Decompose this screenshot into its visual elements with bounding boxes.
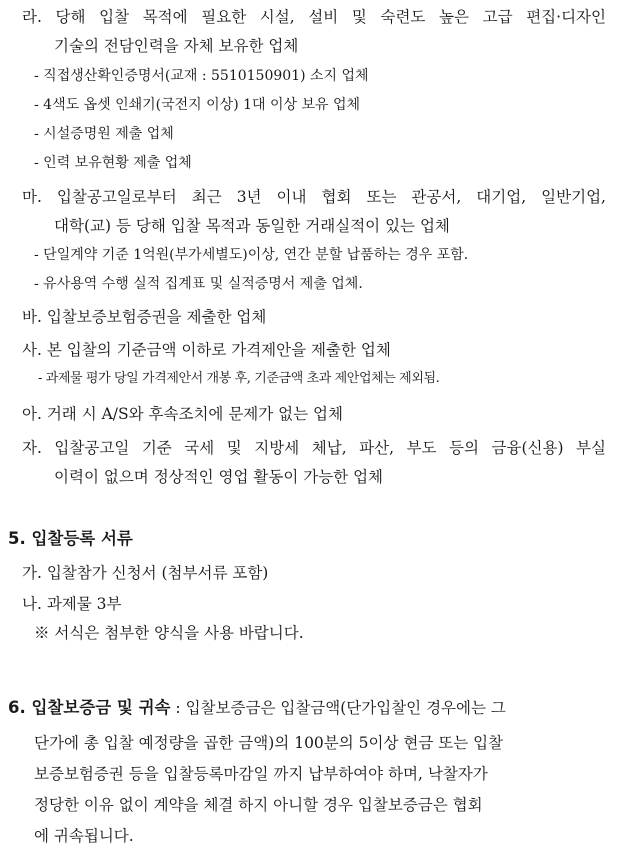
section-6-line-5: 에 귀속됩니다. xyxy=(34,827,134,845)
clause-ma-line-2: 대학(교) 등 당해 입찰 목적과 동일한 거래실적이 있는 업체 xyxy=(54,217,450,235)
list-item: 가. 입찰참가 신청서 (첨부서류 포함) xyxy=(22,564,269,582)
section-6-line-4: 정당한 이유 없이 계약을 체결 하지 아니할 경우 입찰보증금은 협회 xyxy=(34,796,483,814)
clause-a: 아. 거래 시 A/S와 후속조치에 문제가 없는 업체 xyxy=(22,405,343,423)
list-item: - 4색도 옵셋 인쇄기(국전지 이상) 1대 이상 보유 업체 xyxy=(34,97,361,113)
list-item: - 과제물 평가 당일 가격제안서 개봉 후, 기준금액 초과 제안업체는 제외됨. xyxy=(38,371,440,386)
section-5-heading: 5. 입찰등록 서류 xyxy=(8,529,133,548)
list-item: 나. 과제물 3부 xyxy=(22,595,122,613)
list-item: - 시설증명원 제출 업체 xyxy=(34,126,174,142)
clause-ja-line-1: 자. 입찰공고일 기준 국세 및 지방세 체납, 파산, 부도 등의 금융(신용) 부실 xyxy=(22,439,606,457)
list-item: - 유사용역 수행 실적 집계표 및 실적증명서 제출 업체. xyxy=(34,276,363,292)
section-6-heading: 6. 입찰보증금 및 귀속 xyxy=(8,698,171,717)
clause-ma-line-1: 마. 입찰공고일로부터 최근 3년 이내 협회 또는 관공서, 대기업, 일반기업, xyxy=(22,188,606,206)
clause-ra-line-2: 기술의 전담인력을 자체 보유한 업체 xyxy=(54,37,299,55)
clause-ra-line-1: 라. 당해 입찰 목적에 필요한 시설, 설비 및 숙련도 높은 고급 편집·디자인 xyxy=(22,8,606,26)
clause-ja-line-2: 이력이 없으며 정상적인 영업 활동이 가능한 업체 xyxy=(54,468,384,486)
list-item: - 직접생산확인증명서(교재 : 5510150901) 소지 업체 xyxy=(34,68,369,84)
section-6-text: 입찰보증금은 입찰금액(단가입찰인 경우에는 그 xyxy=(185,699,506,717)
list-item: - 인력 보유현황 제출 업체 xyxy=(34,155,192,171)
section-6-colon: : xyxy=(170,699,186,717)
section-6-line-1 xyxy=(8,697,506,719)
note-text: ※ 서식은 첨부한 양식을 사용 바랍니다. xyxy=(34,624,304,642)
clause-sa-line-1: 사. 본 입찰의 기준금액 이하로 가격제안을 제출한 업체 xyxy=(22,341,391,359)
clause-ba: 바. 입찰보증보험증권을 제출한 업체 xyxy=(22,308,267,326)
section-6-line-3: 보증보험증권 등을 입찰등록마감일 까지 납부하여야 하며, 낙찰자가 xyxy=(34,765,488,783)
section-6-line-2: 단가에 총 입찰 예정량을 곱한 금액)의 100분의 5이상 현금 또는 입찰 xyxy=(34,734,504,752)
list-item: - 단일계약 기준 1억원(부가세별도)이상, 연간 분할 납품하는 경우 포함. xyxy=(34,247,469,263)
